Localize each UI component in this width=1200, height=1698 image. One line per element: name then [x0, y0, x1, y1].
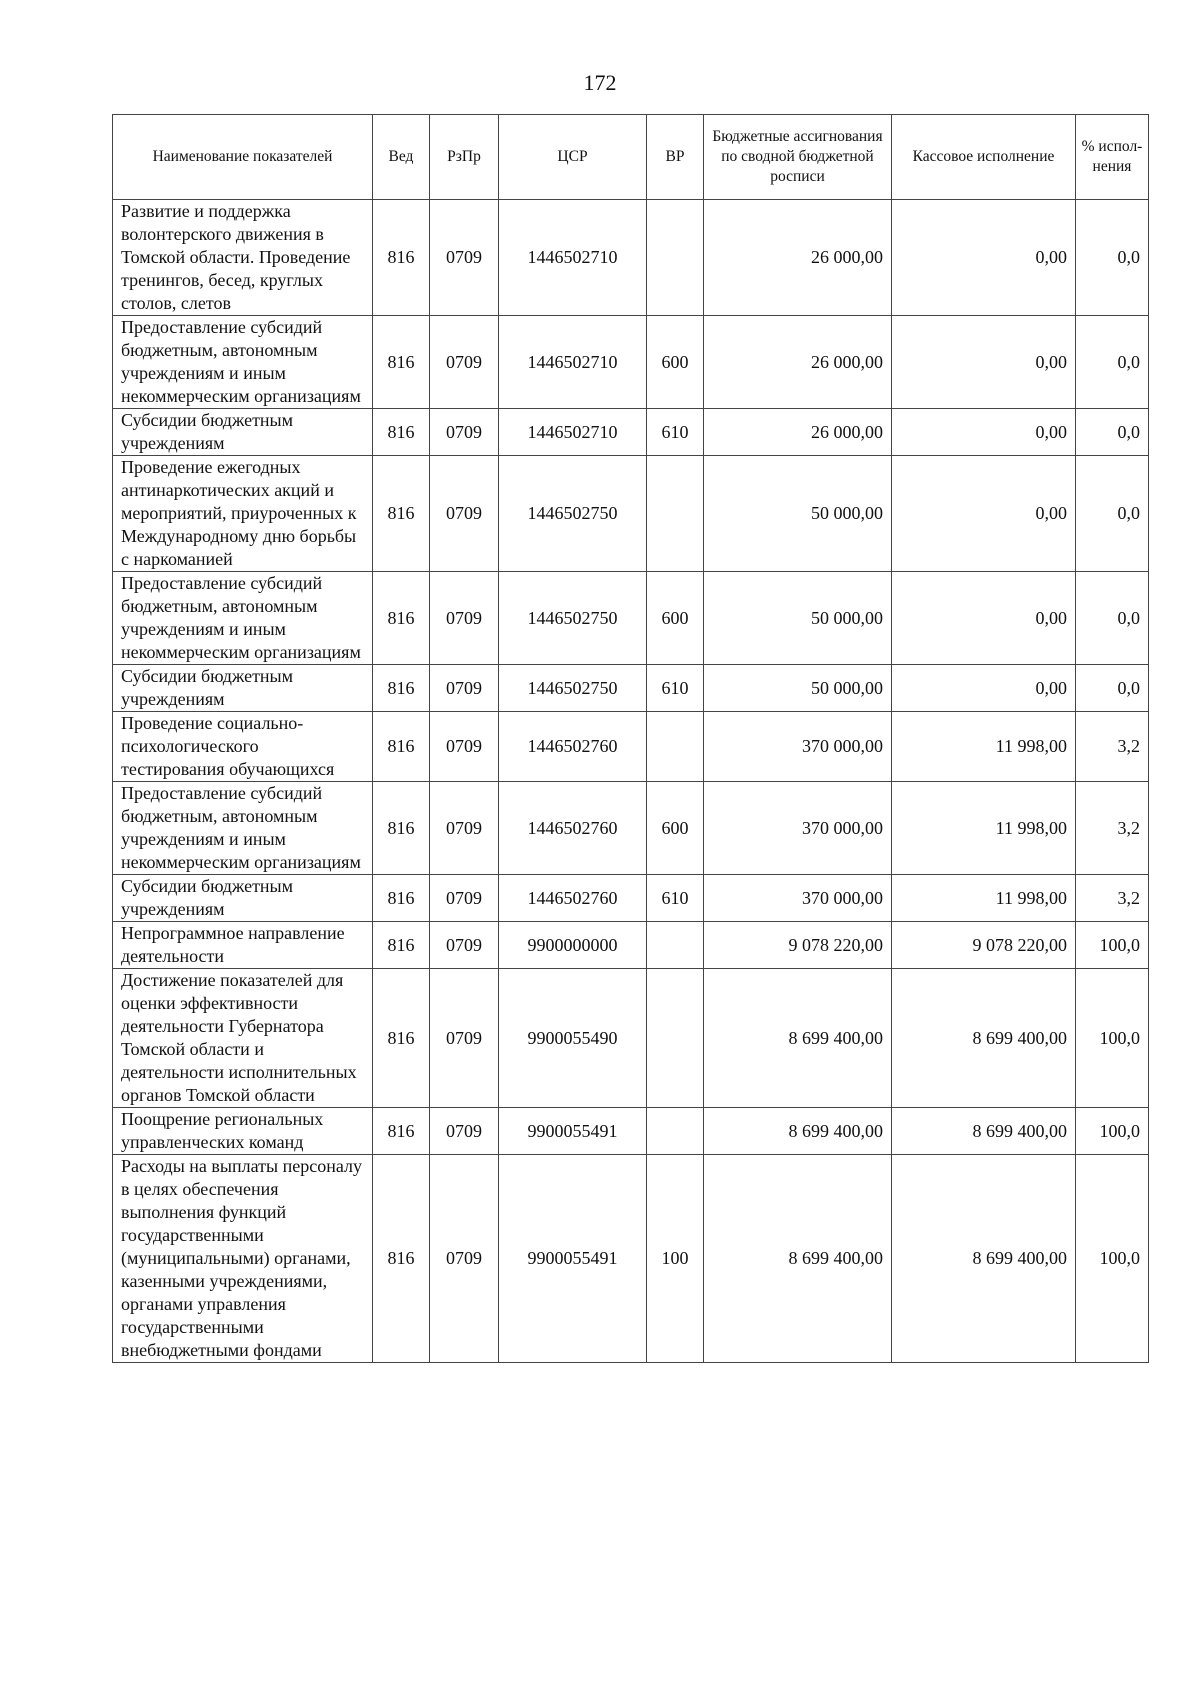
row-percent: 3,2: [1076, 875, 1149, 922]
header-assigned: Бюджетные ассигнования по сводной бюджетной росписи: [704, 115, 892, 200]
row-name: Проведение социально-психологического тестирования обучающихся: [113, 712, 373, 782]
row-assigned: 26 000,00: [704, 316, 892, 409]
row-csr: 1446502750: [499, 665, 647, 712]
row-name: Непрограммное направление деятельности: [113, 922, 373, 969]
row-name: Субсидии бюджетным учреждениям: [113, 409, 373, 456]
row-name: Субсидии бюджетным учреждениям: [113, 875, 373, 922]
row-name: Развитие и поддержка волонтерского движения в Томской области. Проведение тренингов, бесед, круглых столов, слетов: [113, 200, 373, 316]
row-vr: 610: [647, 665, 704, 712]
row-executed: 8 699 400,00: [892, 1108, 1076, 1155]
row-assigned: 50 000,00: [704, 456, 892, 572]
header-ved: Вед: [373, 115, 430, 200]
row-rzpr: 0709: [430, 409, 499, 456]
row-csr: 1446502760: [499, 782, 647, 875]
row-vr: 600: [647, 316, 704, 409]
row-csr: 1446502760: [499, 875, 647, 922]
row-vr: 100: [647, 1155, 704, 1363]
row-assigned: 26 000,00: [704, 200, 892, 316]
table-row: [113, 456, 1149, 572]
row-percent: 3,2: [1076, 712, 1149, 782]
row-vr: [647, 712, 704, 782]
row-vr: 600: [647, 782, 704, 875]
row-executed: 11 998,00: [892, 782, 1076, 875]
row-executed: 0,00: [892, 316, 1076, 409]
row-executed: 0,00: [892, 456, 1076, 572]
row-assigned: 370 000,00: [704, 712, 892, 782]
row-ved: 816: [373, 665, 430, 712]
row-ved: 816: [373, 969, 430, 1108]
row-name: Предоставление субсидий бюджетным, автономным учреждениям и иным некоммерческим организациям: [113, 316, 373, 409]
row-csr: 9900000000: [499, 922, 647, 969]
header-executed: Кассовое исполнение: [892, 115, 1076, 200]
row-executed: 9 078 220,00: [892, 922, 1076, 969]
row-vr: 610: [647, 875, 704, 922]
row-percent: 0,0: [1076, 572, 1149, 665]
row-percent: 0,0: [1076, 665, 1149, 712]
row-percent: 100,0: [1076, 1108, 1149, 1155]
row-name: Поощрение региональных управленческих команд: [113, 1108, 373, 1155]
row-vr: [647, 1108, 704, 1155]
row-rzpr: 0709: [430, 969, 499, 1108]
row-percent: 0,0: [1076, 316, 1149, 409]
row-assigned: 8 699 400,00: [704, 1155, 892, 1363]
row-name: Достижение показателей для оценки эффективности деятельности Губернатора Томской области и деятельности исполнительных органов Томской области: [113, 969, 373, 1108]
row-rzpr: 0709: [430, 572, 499, 665]
row-assigned: 8 699 400,00: [704, 969, 892, 1108]
table-row: [113, 922, 1149, 969]
row-csr: 1446502710: [499, 316, 647, 409]
row-name: Проведение ежегодных антинаркотических акций и мероприятий, приуроченных к Международному дню борьбы с наркоманией: [113, 456, 373, 572]
row-vr: [647, 456, 704, 572]
row-rzpr: 0709: [430, 782, 499, 875]
row-ved: 816: [373, 456, 430, 572]
row-vr: [647, 922, 704, 969]
row-rzpr: 0709: [430, 922, 499, 969]
row-csr: 1446502710: [499, 409, 647, 456]
row-name: Предоставление субсидий бюджетным, автономным учреждениям и иным некоммерческим организациям: [113, 572, 373, 665]
row-rzpr: 0709: [430, 316, 499, 409]
row-percent: 0,0: [1076, 456, 1149, 572]
row-executed: 0,00: [892, 572, 1076, 665]
header-percent: % испол-нения: [1076, 115, 1149, 200]
row-vr: [647, 969, 704, 1108]
row-executed: 11 998,00: [892, 712, 1076, 782]
row-csr: 1446502750: [499, 456, 647, 572]
table-row: [113, 572, 1149, 665]
table-row: [113, 316, 1149, 409]
table-row: [113, 200, 1149, 316]
row-csr: 1446502760: [499, 712, 647, 782]
row-ved: 816: [373, 782, 430, 875]
header-csr: ЦСР: [499, 115, 647, 200]
row-executed: 11 998,00: [892, 875, 1076, 922]
row-ved: 816: [373, 922, 430, 969]
table-row: [113, 1108, 1149, 1155]
table-row: [113, 665, 1149, 712]
row-ved: 816: [373, 409, 430, 456]
row-assigned: 9 078 220,00: [704, 922, 892, 969]
header-rzpr: РзПр: [430, 115, 499, 200]
row-rzpr: 0709: [430, 1108, 499, 1155]
row-ved: 816: [373, 875, 430, 922]
row-name: Предоставление субсидий бюджетным, автономным учреждениям и иным некоммерческим организациям: [113, 782, 373, 875]
row-executed: 0,00: [892, 200, 1076, 316]
row-assigned: 50 000,00: [704, 572, 892, 665]
row-executed: 8 699 400,00: [892, 1155, 1076, 1363]
row-rzpr: 0709: [430, 665, 499, 712]
row-ved: 816: [373, 712, 430, 782]
header-name: Наименование показателей: [113, 115, 373, 200]
row-assigned: 26 000,00: [704, 409, 892, 456]
row-vr: [647, 200, 704, 316]
row-percent: 100,0: [1076, 969, 1149, 1108]
header-vr: ВР: [647, 115, 704, 200]
table-row: [113, 409, 1149, 456]
row-assigned: 370 000,00: [704, 782, 892, 875]
table-row: [113, 875, 1149, 922]
row-csr: 9900055490: [499, 969, 647, 1108]
row-vr: 610: [647, 409, 704, 456]
row-ved: 816: [373, 572, 430, 665]
row-rzpr: 0709: [430, 456, 499, 572]
table-row: [113, 782, 1149, 875]
row-ved: 816: [373, 200, 430, 316]
row-executed: 0,00: [892, 665, 1076, 712]
row-executed: 0,00: [892, 409, 1076, 456]
row-csr: 9900055491: [499, 1155, 647, 1363]
row-vr: 600: [647, 572, 704, 665]
table-header-row: [113, 115, 1149, 200]
row-rzpr: 0709: [430, 1155, 499, 1363]
row-rzpr: 0709: [430, 200, 499, 316]
row-rzpr: 0709: [430, 875, 499, 922]
table-row: [113, 712, 1149, 782]
row-percent: 0,0: [1076, 409, 1149, 456]
row-ved: 816: [373, 1108, 430, 1155]
row-percent: 100,0: [1076, 922, 1149, 969]
table-row: [113, 1155, 1149, 1363]
row-csr: 9900055491: [499, 1108, 647, 1155]
row-assigned: 8 699 400,00: [704, 1108, 892, 1155]
row-ved: 816: [373, 1155, 430, 1363]
row-executed: 8 699 400,00: [892, 969, 1076, 1108]
row-csr: 1446502750: [499, 572, 647, 665]
row-name: Субсидии бюджетным учреждениям: [113, 665, 373, 712]
row-assigned: 50 000,00: [704, 665, 892, 712]
row-name: Расходы на выплаты персоналу в целях обеспечения выполнения функций государственными (муниципальными) органами, казенными учреждениями, органами управления государственными внебюджетными фондами: [113, 1155, 373, 1363]
table-row: [113, 969, 1149, 1108]
page-number: 172: [583, 70, 617, 95]
row-percent: 100,0: [1076, 1155, 1149, 1363]
row-percent: 0,0: [1076, 200, 1149, 316]
row-assigned: 370 000,00: [704, 875, 892, 922]
row-ved: 816: [373, 316, 430, 409]
row-csr: 1446502710: [499, 200, 647, 316]
budget-table: [112, 114, 1149, 1363]
row-rzpr: 0709: [430, 712, 499, 782]
row-percent: 3,2: [1076, 782, 1149, 875]
